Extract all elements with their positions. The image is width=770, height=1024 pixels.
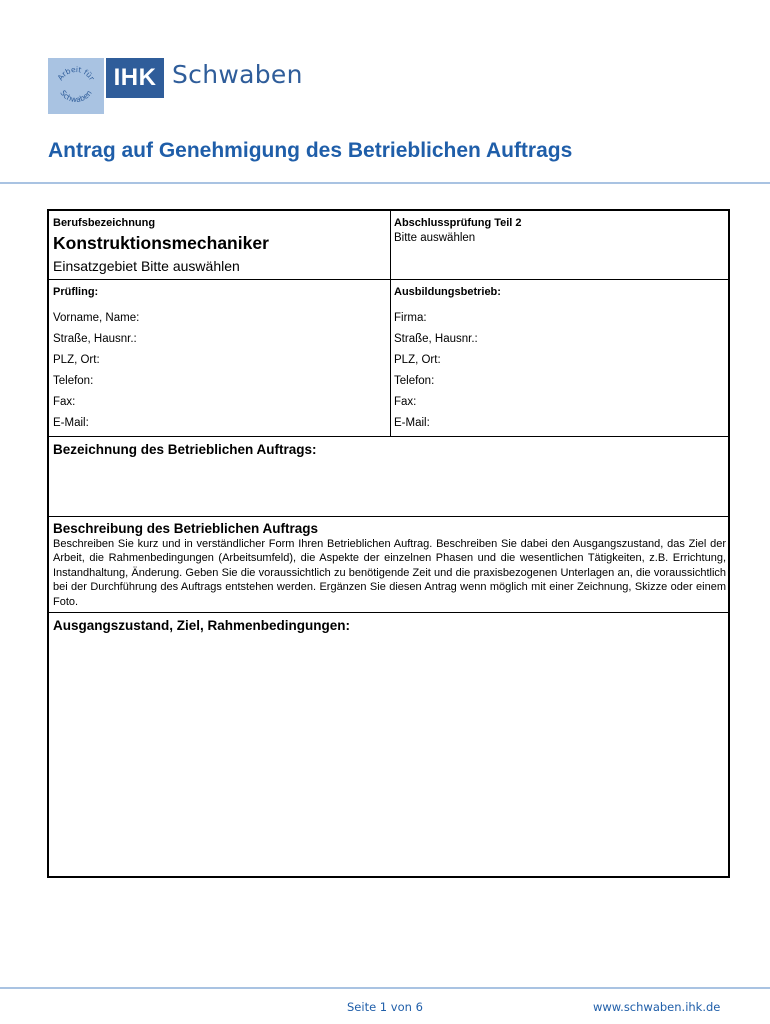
footer-url-link[interactable]: www.schwaben.ihk.de [593,1000,721,1014]
row-divider [49,516,728,517]
company-street-field[interactable]: Straße, Hausnr.: [394,333,478,345]
logo-badge-emblem [48,58,104,114]
candidate-fax-field[interactable]: Fax: [53,396,76,408]
row-divider [49,436,728,437]
initial-state-label: Ausgangszustand, Ziel, Rahmenbedingungen: [53,618,351,633]
order-name-field[interactable] [53,463,726,513]
logo-badge-text-top: Arbeit für [55,64,97,83]
candidate-name-field[interactable]: Vorname, Name: [53,312,140,324]
svg-text:Arbeit für [56,65,97,83]
company-email-field[interactable]: E-Mail: [394,417,430,429]
column-divider [390,211,391,436]
logo-badge [48,58,104,114]
initial-state-field[interactable] [53,639,726,873]
header-divider [0,182,770,184]
logo-region: Schwaben [172,60,303,89]
description-heading: Beschreibung des Betrieblichen Auftrags [53,521,319,536]
company-phone-field[interactable]: Telefon: [394,375,435,387]
exam-label: Abschlussprüfung Teil 2 [394,217,522,229]
row-divider [49,279,728,280]
company-zip-field[interactable]: PLZ, Ort: [394,354,441,366]
footer-divider [0,987,770,989]
page-number: Seite 1 von 6 [347,1000,423,1014]
ihk-logo [48,58,303,114]
candidate-email-field[interactable]: E-Mail: [53,417,89,429]
page-title: Antrag auf Genehmigung des Betrieblichen Auftrags [48,139,573,162]
order-name-label: Bezeichnung des Betrieblichen Auftrags: [53,442,317,457]
candidate-street-field[interactable]: Straße, Hausnr.: [53,333,137,345]
company-header: Ausbildungsbetrieb: [394,286,501,298]
company-fax-field[interactable]: Fax: [394,396,417,408]
exam-select[interactable]: Bitte auswählen [394,232,476,244]
candidate-zip-field[interactable]: PLZ, Ort: [53,354,100,366]
svg-text:Schwaben [58,88,93,104]
row-divider [49,612,728,613]
application-form [47,209,730,878]
deployment-area-select[interactable]: Einsatzgebiet Bitte auswählen [53,258,240,274]
occupation-value[interactable]: Konstruktionsmechaniker [53,233,269,253]
candidate-header: Prüfling: [53,286,99,298]
occupation-label: Berufsbezeichnung [53,217,156,229]
candidate-phone-field[interactable]: Telefon: [53,375,94,387]
logo-brand: IHK [106,58,164,98]
logo-badge-text-bottom: Schwaben [58,88,94,105]
description-text: Beschreiben Sie kurz und in verständlicher Form Ihren Betrieblichen Auftrag. Beschreiben Sie dabei den Ausgangszustand, das Ziel der Arbeit, die Rahmenbedingungen (Arbeitsumfeld), die Aspekte der einzelnen Phasen und die wesentlichen Tätigkeiten, z.B. Errichtung, Instandhaltung, Änderung. Geben Sie die voraussichtlich zu benötigende Zeit und die praxisbezogenen Unterlagen an, die voraussichtlich bei der Durchführung des Auftrags entstehen werden. Ergänzen Sie diesen Antrag wenn möglich mit einer Zeichnung, Skizze oder einem Foto. [53,538,726,608]
company-name-field[interactable]: Firma: [394,312,427,324]
